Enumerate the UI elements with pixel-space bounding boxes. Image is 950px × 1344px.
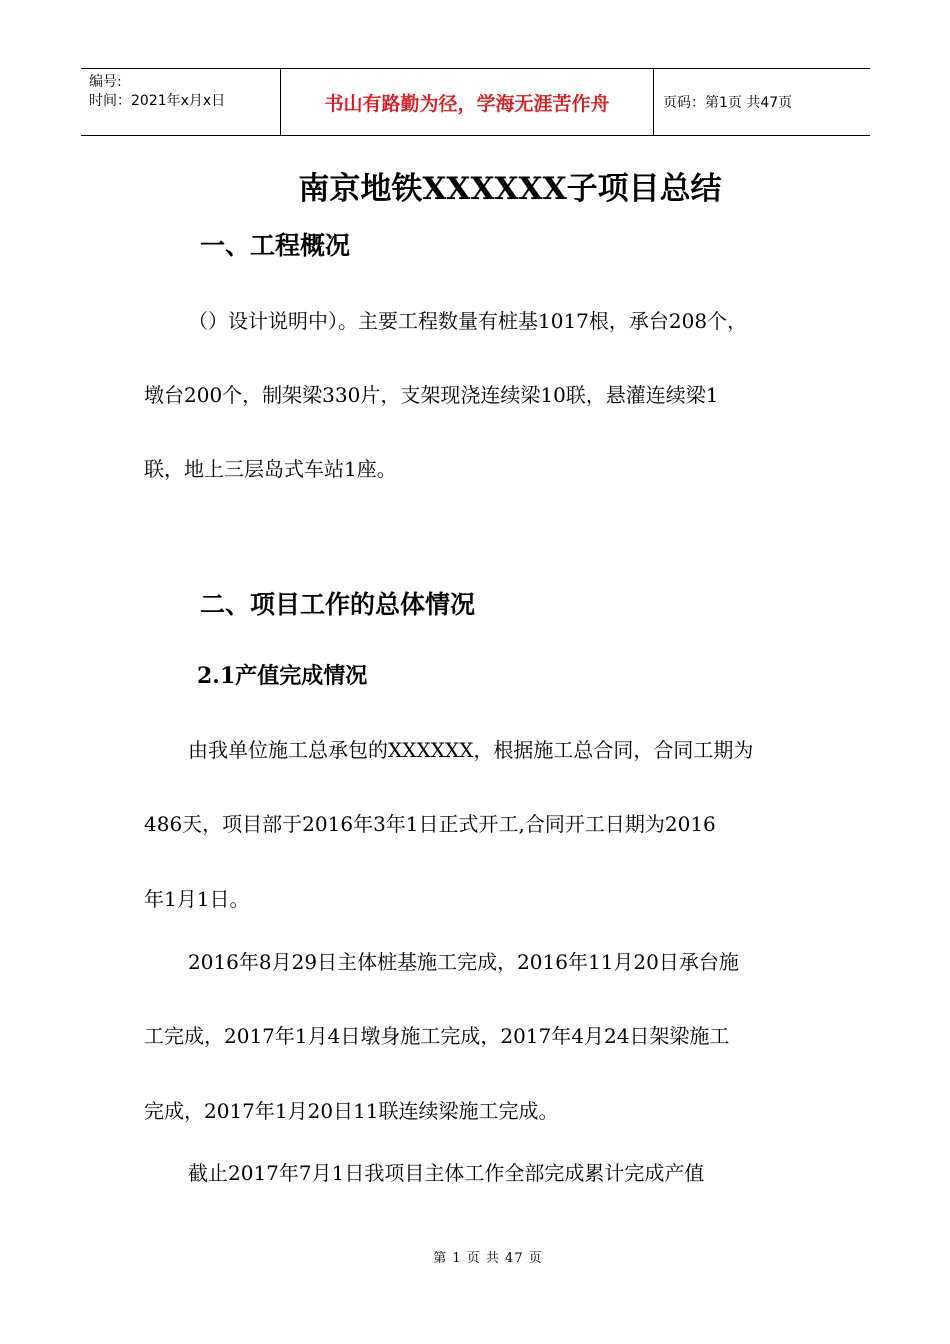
- header-page-info: 页码：第1页 共47页: [663, 95, 793, 111]
- paragraph-line: 由我单位施工总承包的XXXXXX，根据施工总合同，合同工期为: [188, 738, 754, 762]
- page-header: [81, 68, 870, 136]
- document-number-label: 编号:: [89, 74, 122, 90]
- section-heading-overview: 一、工程概况: [200, 231, 351, 260]
- paragraph-line: 完成，2017年1月20日11联连续梁施工完成。: [144, 1099, 559, 1123]
- header-motto: 书山有路勤为径，学海无涯苦作舟: [281, 69, 654, 135]
- section-heading-overall: 二、项目工作的总体情况: [200, 590, 476, 619]
- paragraph-line: 联，地上三层岛式车站1座。: [144, 457, 397, 481]
- paragraph-line: 工完成，2017年1月4日墩身施工完成，2017年4月24日架梁施工: [144, 1024, 730, 1048]
- paragraph-line: （）设计说明中）。主要工程数量有桩基1017根，承台208个，: [188, 309, 748, 333]
- page-footer: 第 1 页 共 47 页: [433, 1251, 543, 1266]
- paragraph-line: 墩台200个，制架梁330片，支架现浇连续梁10联，悬灌连续梁1: [144, 383, 719, 407]
- paragraph-line: 截止2017年7月1日我项目主体工作全部完成累计完成产值: [188, 1161, 705, 1185]
- paragraph-line: 年1月1日。: [144, 887, 250, 911]
- paragraph-line: 2016年8月29日主体桩基施工完成，2016年11月20日承台施: [188, 950, 739, 974]
- document-date: 时间：2021年x月x日: [89, 93, 226, 109]
- document-title: 南京地铁XXXXXX子项目总结: [298, 171, 722, 207]
- header-meta: [81, 69, 281, 135]
- subsection-heading-output: 2.1产值完成情况: [197, 663, 368, 689]
- paragraph-line: 486天，项目部于2016年3年1日正式开工,合同开工日期为2016: [144, 812, 716, 836]
